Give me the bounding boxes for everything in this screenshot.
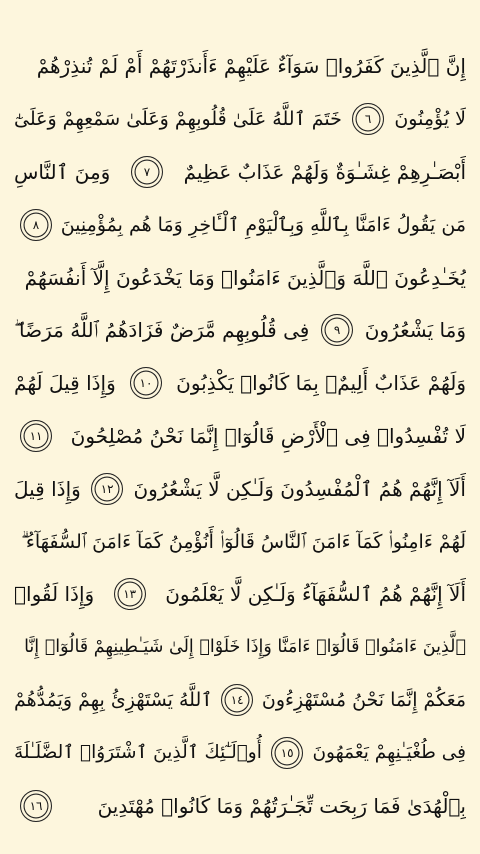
ayah-number-marker[interactable]: ١٥ bbox=[271, 737, 303, 769]
ayah-number-marker[interactable]: ١٠ bbox=[130, 367, 162, 399]
verse-text[interactable]: لَا يُؤْمِنُونَ bbox=[394, 108, 466, 131]
verse-line bbox=[14, 462, 466, 515]
verse-text[interactable]: ٱلَّذِينَ ءَامَنُوا۟ قَالُوٓا۟ ءَامَنَّا وَإِذَا خَلَوْا۟ إِلَىٰ شَيَـٰطِينِهِمْ قَالُوٓا۟ إِنَّا bbox=[24, 637, 466, 658]
verse-text[interactable]: لَهُمْ ءَامِنُوا۟ كَمَآ ءَامَنَ ٱلنَّاسُ قَالُوٓا۟ أَنُؤْمِنُ كَمَآ ءَامَنَ ٱلسُّفَهَآءُ ۗ bbox=[21, 530, 466, 553]
ayah-number-marker[interactable]: ١١ bbox=[20, 420, 52, 452]
ayah-number-marker[interactable]: ١٦ bbox=[20, 790, 52, 822]
verse-line bbox=[14, 515, 466, 568]
verse-text[interactable]: وَمَا يَشْعُرُونَ bbox=[364, 318, 466, 343]
verse-line bbox=[14, 40, 466, 93]
ayah-number-marker[interactable]: ٦ bbox=[352, 103, 384, 135]
ayah-number-marker[interactable]: ١٤ bbox=[221, 684, 253, 716]
ayah-number-marker[interactable]: ٩ bbox=[321, 314, 353, 346]
verse-line bbox=[14, 410, 466, 463]
ayah-number-marker[interactable]: ٧ bbox=[131, 156, 163, 188]
verse-text[interactable]: لَا تُفْسِدُوا۟ فِى ٱلْأَرْضِ قَالُوٓا۟ إِنَّمَا نَحْنُ مُصْلِحُونَ bbox=[70, 423, 466, 448]
verse-line bbox=[14, 726, 466, 779]
verse-line bbox=[14, 146, 466, 199]
verse-text[interactable]: أَلَآ إِنَّهُمْ هُمُ ٱلسُّفَهَآءُ وَلَـٰكِن لَّا يَعْلَمُونَ bbox=[165, 582, 466, 607]
verse-text[interactable]: مَعَكُمْ إِنَّمَا نَحْنُ مُسْتَهْزِءُونَ bbox=[261, 688, 466, 711]
verse-text[interactable]: مَن يَقُولُ ءَامَنَّا بِٱللَّهِ وَبِٱلْيَوْمِ ٱلْـَٔاخِرِ وَمَا هُم بِمُؤْمِنِينَ bbox=[60, 213, 466, 236]
verse-line bbox=[14, 674, 466, 727]
verse-line bbox=[14, 568, 466, 621]
verse-text[interactable]: خَتَمَ ٱللَّهُ عَلَىٰ قُلُوبِهِمْ وَعَلَىٰ سَمْعِهِمْ وَعَلَىٰٓ bbox=[14, 108, 342, 131]
verse-line bbox=[14, 251, 466, 304]
mushaf-page[interactable] bbox=[14, 40, 466, 832]
verse-line bbox=[14, 198, 466, 251]
ayah-number-marker[interactable]: ١٢ bbox=[91, 473, 123, 505]
verse-text[interactable]: أُو۟لَـٰٓئِكَ ٱلَّذِينَ ٱشْتَرَوُا۟ ٱلضَّلَـٰلَةَ bbox=[14, 742, 262, 764]
verse-line bbox=[14, 304, 466, 357]
verse-text[interactable]: فِى قُلُوبِهِم مَّرَضٌ فَزَادَهُمُ ٱللَّهُ مَرَضًا ۖ bbox=[14, 318, 310, 343]
verse-text[interactable]: بِٱلْهُدَىٰ فَمَا رَبِحَت تِّجَـٰرَتُهُمْ وَمَا كَانُوا۟ مُهْتَدِينَ bbox=[97, 793, 466, 818]
verse-text[interactable]: وَإِذَا قِيلَ لَهُمْ bbox=[14, 371, 116, 396]
verse-text[interactable]: وَإِذَا لَقُوا۟ bbox=[14, 582, 95, 607]
verse-text[interactable]: وَلَهُمْ عَذَابٌ أَلِيمٌۢ بِمَا كَانُوا۟ يَكْذِبُونَ bbox=[176, 371, 466, 396]
verse-line bbox=[14, 621, 466, 674]
ayah-number-marker[interactable]: ٨ bbox=[20, 209, 52, 241]
verse-text[interactable]: أَلَآ إِنَّهُمْ هُمُ ٱلْمُفْسِدُونَ وَلَـٰكِن لَّا يَشْعُرُونَ bbox=[133, 476, 466, 501]
verse-line bbox=[14, 357, 466, 410]
verse-text[interactable]: يُخَـٰدِعُونَ ٱللَّهَ وَٱلَّذِينَ ءَامَنُوا۟ وَمَا يَخْدَعُونَ إِلَّآ أَنفُسَهُمْ bbox=[24, 265, 466, 290]
verse-line bbox=[14, 779, 466, 832]
verse-line bbox=[14, 93, 466, 146]
verse-text[interactable]: فِى طُغْيَـٰنِهِمْ يَعْمَهُونَ bbox=[312, 742, 466, 764]
verse-text[interactable]: وَمِنَ ٱلنَّاسِ bbox=[14, 159, 111, 184]
verse-text[interactable]: ٱللَّهُ يَسْتَهْزِئُ بِهِمْ وَيَمُدُّهُمْ bbox=[14, 688, 213, 711]
ayah-number-marker[interactable]: ١٣ bbox=[114, 578, 146, 610]
status-bar bbox=[0, 0, 480, 20]
verse-text[interactable]: أَبْصَـٰرِهِمْ غِشَـٰوَةٌ وَلَهُمْ عَذَابٌ عَظِيمٌ bbox=[183, 159, 466, 184]
verse-text[interactable]: وَإِذَا قِيلَ bbox=[14, 476, 81, 501]
verse-text[interactable]: إِنَّ ٱلَّذِينَ كَفَرُوا۟ سَوَآءٌ عَلَيْهِمْ ءَأَنذَرْتَهُمْ أَمْ لَمْ تُنذِرْهُمْ bbox=[36, 54, 466, 79]
